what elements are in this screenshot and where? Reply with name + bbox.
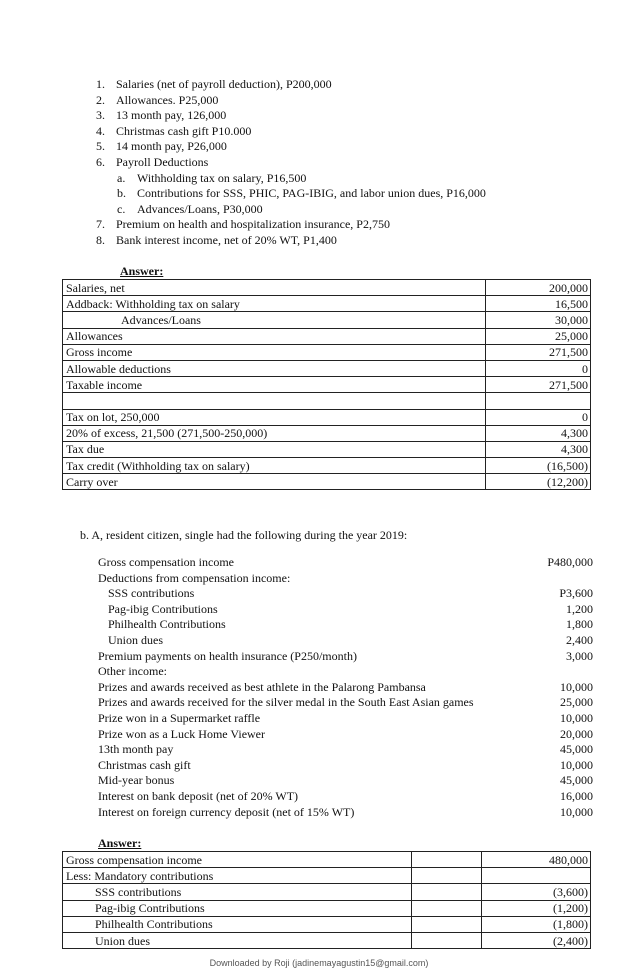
- list-item: Prizes and awards received as best athlete in the Palarong Pambansa 10,000: [98, 679, 593, 694]
- table-row: Taxable income 271,500: [63, 377, 591, 393]
- table-row: Addback: Withholding tax on salary 16,500: [63, 296, 591, 312]
- list-item: 3. 13 month pay, 126,000: [96, 108, 227, 123]
- table-row: 20% of excess, 21,500 (271,500-250,000) 4,300: [63, 425, 591, 441]
- part-b-list: [98, 555, 593, 820]
- list-item: Mid-year bonus 45,000: [98, 773, 593, 788]
- list-item: 4. Christmas cash gift P10.000: [96, 123, 252, 138]
- list-item: Christmas cash gift 10,000: [98, 757, 593, 772]
- list-item: Interest on bank deposit (net of 20% WT) 16,000: [98, 788, 593, 803]
- list-item: Interest on foreign currency deposit (net of 15% WT) 10,000: [98, 804, 593, 819]
- table-row: Gross income 271,500: [63, 344, 591, 360]
- table-row: Advances/Loans 30,000: [63, 312, 591, 328]
- table-row: Gross compensation income 480,000: [63, 852, 591, 868]
- list-item: Gross compensation income P480,000: [98, 555, 593, 569]
- sub-list-item: a. Withholding tax on salary, P16,500: [117, 170, 307, 185]
- table-row: Union dues (2,400): [63, 932, 591, 948]
- list-item: 1. Salaries (net of payroll deduction), P200,000: [96, 77, 332, 91]
- table-row: Tax on lot, 250,000 0: [63, 409, 591, 425]
- list-item: 2. Allowances. P25,000: [96, 92, 219, 107]
- list-item: Union dues 2,400: [108, 632, 593, 647]
- table-row: [63, 393, 591, 409]
- list-item: Pag-ibig Contributions 1,200: [108, 601, 593, 616]
- list-item: SSS contributions P3,600: [108, 586, 593, 601]
- answer-label: Answer:: [120, 264, 164, 278]
- answer-label-2: Answer:: [98, 836, 142, 850]
- list-item: Premium payments on health insurance (P250/month) 3,000: [98, 648, 593, 663]
- list-item: Deductions from compensation income:: [98, 570, 291, 585]
- table-row: Pag-ibig Contributions (1,200): [63, 900, 591, 916]
- list-item: 6. Payroll Deductions: [96, 154, 209, 169]
- table-row: Philhealth Contributions (1,800): [63, 916, 591, 932]
- sub-list-item: c. Advances/Loans, P30,000: [117, 201, 263, 216]
- sub-list-item: b. Contributions for SSS, PHIC, PAG-IBIG, and labor union dues, P16,000: [117, 186, 486, 201]
- list-item: 5. 14 month pay, P26,000: [96, 139, 227, 154]
- facts-list: [96, 77, 556, 249]
- list-item: Other income:: [98, 664, 167, 679]
- table-row: Tax credit (Withholding tax on salary) (16,500): [63, 458, 591, 474]
- table-row: Allowances 25,000: [63, 328, 591, 344]
- list-item: 13th month pay 45,000: [98, 742, 593, 757]
- table-row: Salaries, net 200,000: [63, 280, 591, 296]
- table-row: Allowable deductions 0: [63, 360, 591, 376]
- computation-table-1: [62, 279, 591, 490]
- list-item: Philhealth Contributions 1,800: [108, 617, 593, 632]
- list-item: Prizes and awards received for the silver medal in the South East Asian games 25,000: [98, 695, 593, 710]
- list-item: 7. Premium on health and hospitalization insurance, P2,750: [96, 217, 390, 232]
- part-b-heading: b. A, resident citizen, single had the following during the year 2019:: [80, 528, 408, 542]
- table-row: Carry over (12,200): [63, 474, 591, 490]
- list-item: Prize won in a Supermarket raffle 10,000: [98, 710, 593, 725]
- list-item: 8. Bank interest income, net of 20% WT, P1,400: [96, 232, 337, 247]
- table-row: SSS contributions (3,600): [63, 884, 591, 900]
- computation-table-2: [62, 851, 591, 949]
- list-item: Prize won as a Luck Home Viewer 20,000: [98, 726, 593, 741]
- table-row: Tax due 4,300: [63, 441, 591, 457]
- table-row: Less: Mandatory contributions: [63, 868, 591, 884]
- download-footer: Downloaded by Roji (jadinemayagustin15@gmail.com): [209, 958, 429, 968]
